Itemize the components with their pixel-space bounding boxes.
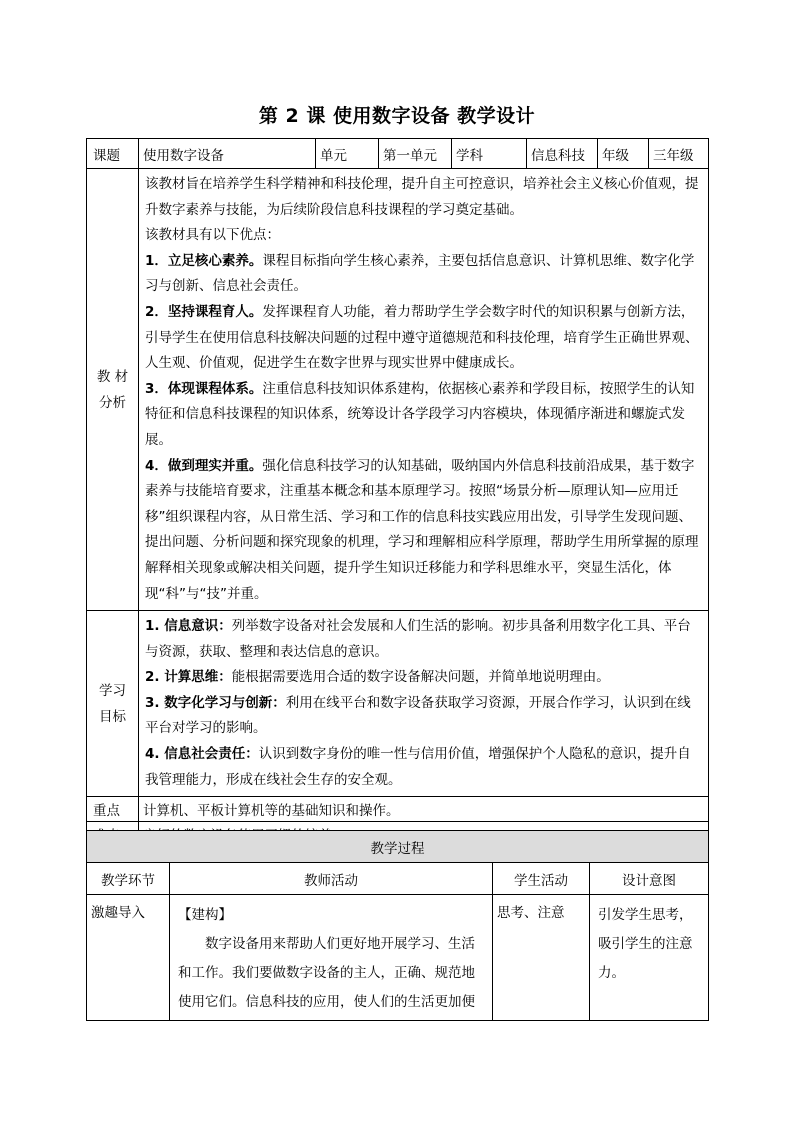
objective-2-head: 2. 计算思维： [145, 669, 232, 686]
objective-1 [145, 614, 702, 665]
header-row [87, 139, 709, 169]
key-point-label: 重点 [87, 797, 139, 822]
objective-2-text: 能根据需要选用合适的数字设备解决问题，并简单地说明理由。 [231, 669, 610, 686]
analysis-point-3-text: 注重信息科技知识体系建构，依据核心素养和学段目标，按照学生的认知特征和信息科技课程的知识体系，统筹设计各学段学习内容模块，体现循序渐进和螺旋式发展。 [145, 380, 695, 448]
process-teacher-text: 数字设备用来帮助人们更好地开展学习、生活和工作。我们要做数字设备的主人，正确、规范地使用它们。信息科技的应用，使人们的生活更加便 [178, 936, 475, 1010]
process-header-intent: 设计意图 [590, 863, 709, 895]
objective-2 [145, 665, 702, 691]
process-teacher-head: 【建构】 [178, 907, 232, 923]
objective-3-text: 利用在线平台和数字设备获取学习资源，开展合作学习，认识到在线平台对学习的影响。 [145, 694, 691, 737]
process-student: 思考、注意 [493, 895, 590, 1021]
analysis-point-2-head: 2．坚持课程育人。 [145, 303, 263, 320]
analysis-point-1-text: 课程目标指向学生核心素养，主要包括信息意识、计算机思维、数字化学习与创新、信息社会责任。 [145, 252, 695, 295]
grade-value: 三年级 [649, 139, 709, 169]
analysis-point-4-head: 4．做到理实并重。 [145, 457, 263, 474]
objective-4 [145, 742, 702, 793]
key-point-text: 计算机、平板计算机等的基础知识和操作。 [139, 797, 709, 822]
objective-4-head: 4. 信息社会责任： [145, 746, 259, 763]
analysis-row [87, 169, 709, 611]
analysis-point-3-head: 3．体现课程体系。 [145, 380, 263, 397]
process-header-stage: 教学环节 [87, 863, 170, 895]
objective-4-text: 认识到数字身份的唯一性与信用价值，增强保护个人隐私的意识，提升自我管理能力，形成在线社会生存的安全观。 [145, 746, 691, 788]
objective-3 [145, 691, 702, 742]
analysis-point-1-head: 1．立足核心素养。 [145, 252, 263, 269]
process-row [87, 895, 709, 1021]
objectives-label-text: 学习 目标 [99, 682, 126, 725]
process-stage: 激趣导入 [87, 895, 170, 1021]
lesson-label: 课题 [87, 139, 139, 169]
analysis-label-text: 教 材 分析 [96, 368, 129, 411]
process-title: 教学过程 [87, 831, 709, 863]
document-title: 第 2 课 使用数字设备 教学设计 [258, 105, 536, 127]
subject-value: 信息科技 [527, 139, 598, 169]
key-point-row [87, 797, 709, 822]
process-header-student: 学生活动 [493, 863, 590, 895]
subject-label: 学科 [452, 139, 527, 169]
objective-3-head: 3. 数字化学习与创新： [145, 694, 286, 711]
lesson-info-table [86, 138, 709, 847]
analysis-label [87, 169, 139, 611]
analysis-point-4-text: 强化信息科技学习的认知基础，吸纳国内外信息科技前沿成果，基于数字素养与技能培育要求，注重基本概念和基本原理学习。按照“场景分析—原理认知—应用迁移”组织课程内容，从日常生活、学习和工作的信息科技实践应用出发，引导学生发现问题、提出问题、分析问题和探究现象的机理，学习和理解相应科学原理，帮助学生用所掌握的原理解释相关现象或解决相关问题，提升学生知识迁移能力和学科思维水平，突显生活化，体现“科”与“技”并重。 [145, 457, 699, 602]
analysis-point-3 [145, 377, 702, 454]
objectives-row [87, 611, 709, 797]
process-header-teacher: 教师活动 [170, 863, 493, 895]
unit-label: 单元 [316, 139, 379, 169]
grade-label: 年级 [598, 139, 649, 169]
objectives-label [87, 611, 139, 797]
process-header-row [87, 863, 709, 895]
analysis-point-2-text: 发挥课程育人功能，着力帮助学生学会数字时代的知识积累与创新方法，引导学生在使用信息科技解决问题的过程中遵守道德规范和科技伦理，培育学生正确世界观、人生观、价值观，促进学生在数字世界与现实世界中健康成长。 [145, 303, 699, 372]
process-table [86, 830, 709, 1021]
objective-1-head: 1. 信息意识： [145, 618, 232, 635]
objective-1-text: 列举数字设备对社会发展和人们生活的影响。初步具备利用数字化工具、平台与资源，获取、整理和表达信息的意识。 [145, 618, 691, 660]
process-teacher-cell [170, 895, 493, 1021]
process-title-row [87, 831, 709, 863]
process-intent: 引发学生思考，吸引学生的注意力。 [590, 895, 709, 1021]
analysis-point-4 [145, 454, 702, 608]
analysis-advantages-intro: 该教材具有以下优点： [145, 227, 280, 244]
analysis-intro: 该教材旨在培养学生科学精神和科技伦理，提升自主可控意识，培养社会主义核心价值观，提升数字素养与技能，为后续阶段信息科技课程的学习奠定基础。 [145, 176, 699, 218]
unit-value: 第一单元 [379, 139, 452, 169]
lesson-value: 使用数字设备 [139, 139, 316, 169]
analysis-point-2 [145, 300, 702, 377]
objectives-content [139, 611, 709, 797]
analysis-point-1 [145, 249, 702, 300]
analysis-content [139, 169, 709, 611]
